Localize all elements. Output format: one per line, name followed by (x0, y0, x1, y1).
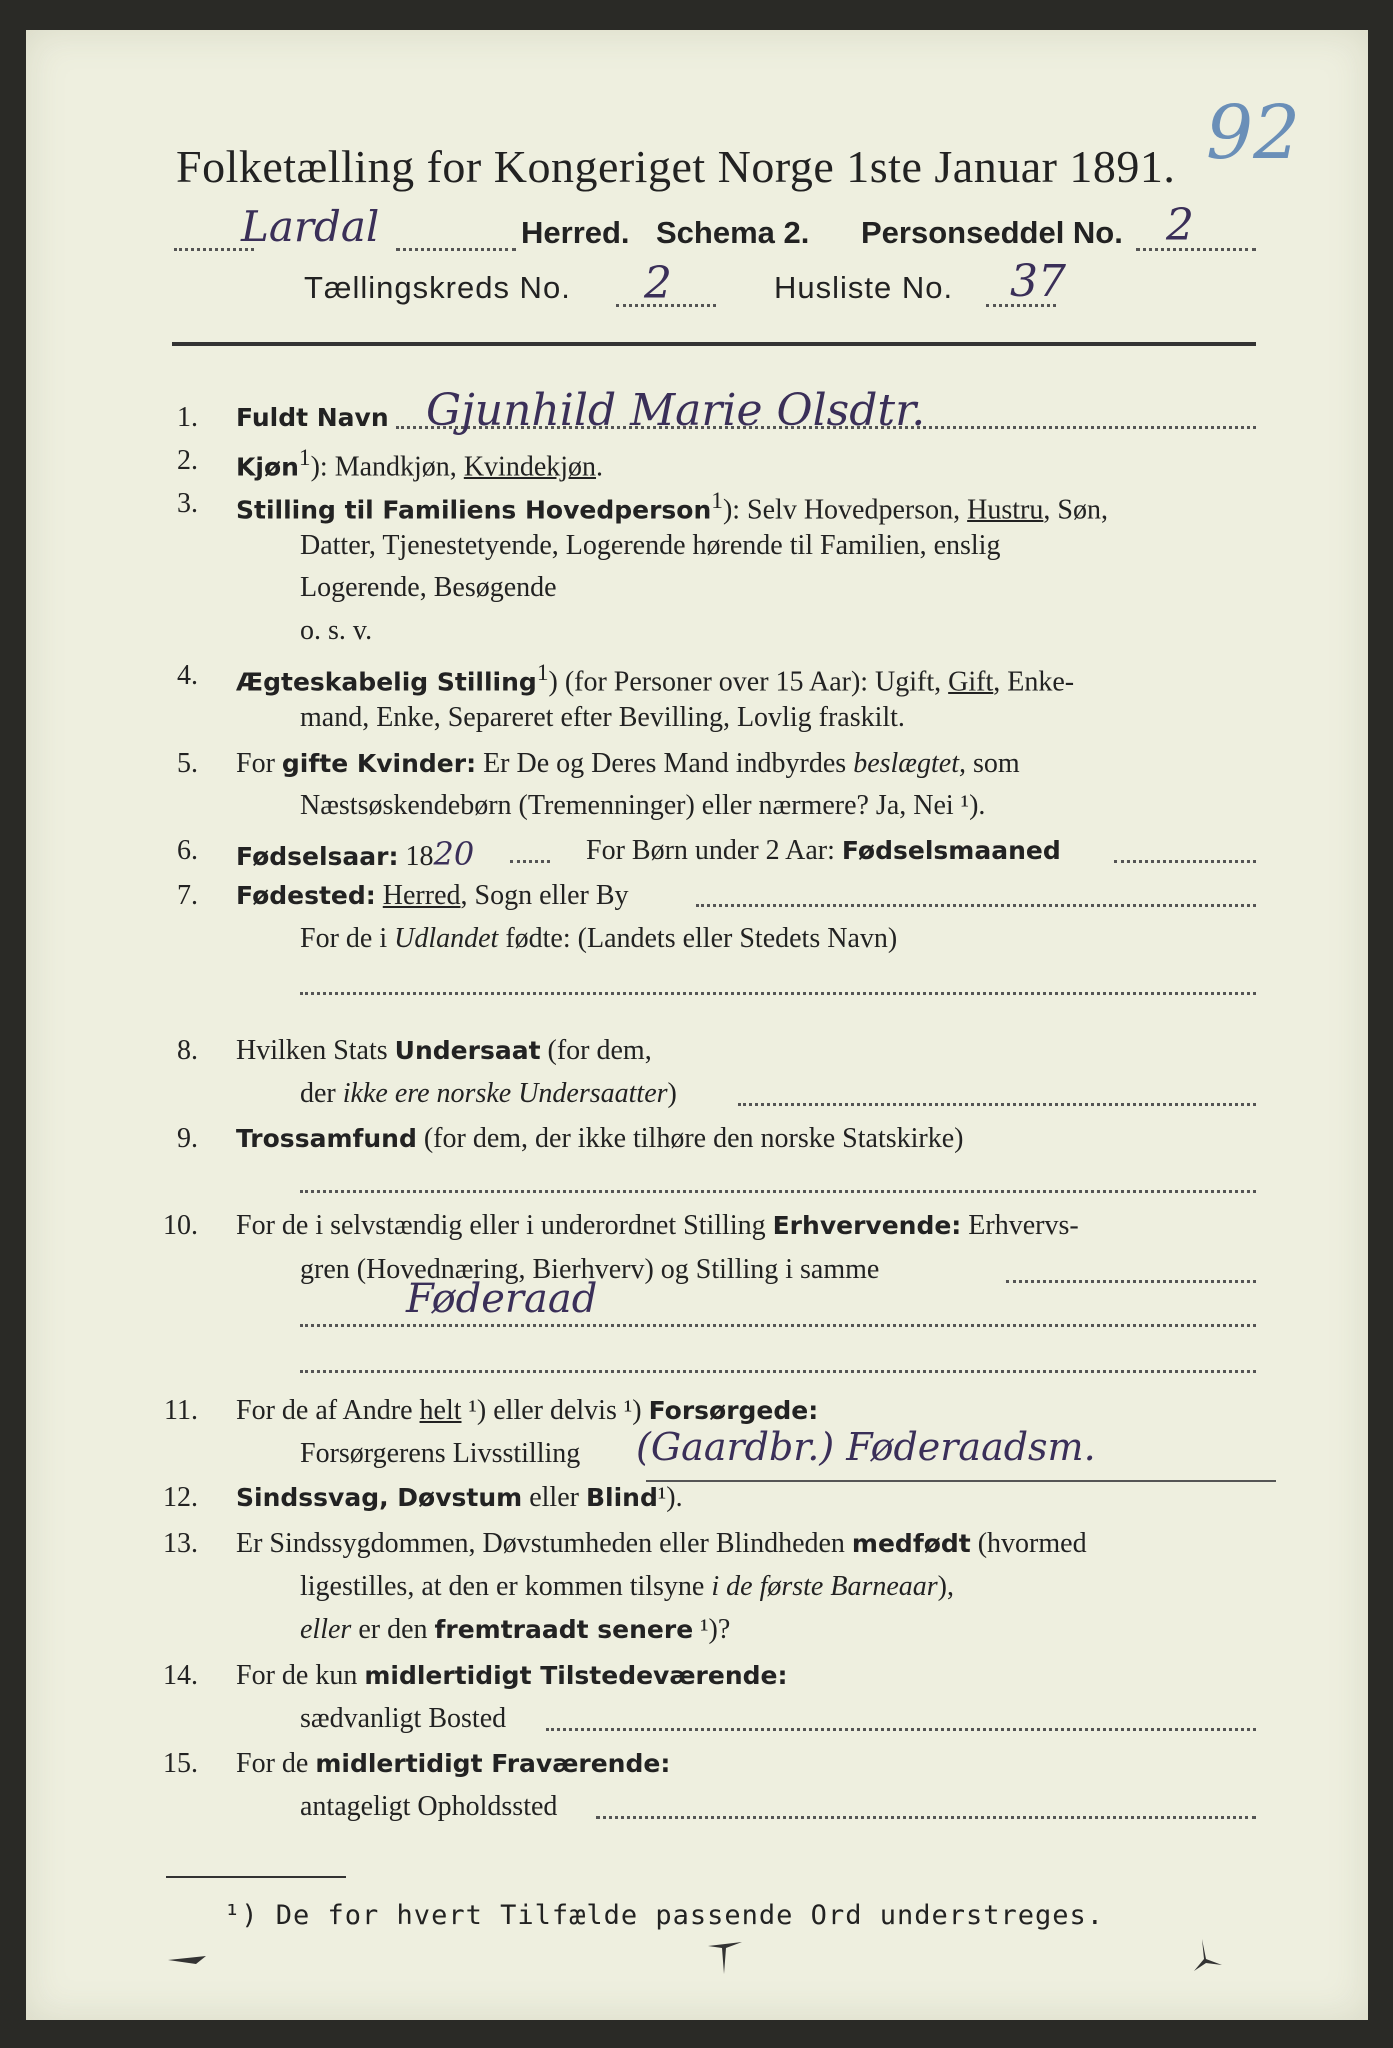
item-14-line2: sædvanligt Bosted (300, 1703, 507, 1734)
kreds-label: Tællingskreds No. (304, 270, 571, 305)
footnote: ¹) De for hvert Tilfælde passende Ord understreges. (224, 1900, 1105, 1931)
archive-number: 92 (1206, 90, 1301, 176)
item-number: 11. (164, 1395, 198, 1426)
item-3-line3: Logerende, Besøgende (300, 572, 557, 603)
item-number: 6. (177, 835, 198, 866)
footnote-rule (166, 1876, 346, 1878)
item-13-line3: eller er den fremtraadt senere ¹)? (300, 1614, 731, 1645)
item-number: 13. (163, 1528, 198, 1559)
item-number: 9. (177, 1123, 198, 1154)
item-13-line: Er Sindssygdommen, Døvstumheden eller Blindheden medfødt (hvormed (236, 1528, 1087, 1559)
item-4-line2: mand, Enke, Separeret efter Bevilling, Lovlig fraskilt. (300, 702, 905, 733)
item-number: 4. (177, 660, 198, 691)
item-8-line2: der ikke ere norske Undersaatter) (300, 1078, 677, 1109)
item-10-line: For de i selvstændig eller i underordnet Stilling Erhvervende: Erhvervs- (236, 1210, 1079, 1241)
census-form-sheet (26, 30, 1368, 2020)
item-12-line: Sindssvag, Døvstum eller Blind¹). (236, 1482, 683, 1513)
item-1-label: Fuldt Navn (236, 403, 389, 432)
full-name-value: Gjunhild Marie Olsdtr. (426, 385, 926, 436)
kreds-value: 2 (644, 258, 672, 309)
herred-value: Lardal (241, 202, 380, 251)
item-11-line: For de af Andre helt ¹) eller delvis ¹) Forsørgede: (236, 1395, 819, 1426)
item-number: 12. (163, 1482, 198, 1513)
item-9-line: Trossamfund (for dem, der ikke tilhøre den norske Statskirke) (236, 1123, 964, 1154)
item-number: 5. (177, 748, 198, 779)
item-11-line2: Forsørgerens Livsstilling (300, 1438, 581, 1469)
item-number: 2. (177, 445, 198, 476)
item-10-line2: gren (Hovednæring, Bierhverv) og Stilling i samme (300, 1254, 880, 1285)
item-number: 15. (163, 1748, 198, 1779)
personseddel-label: Personseddel No. (861, 215, 1123, 250)
item-5-line: For gifte Kvinder: Er De og Deres Mand indbyrdes beslægtet, som (236, 748, 1020, 779)
item-4-line: Ægteskabelig Stilling$^1$) (for Personer over 15 Aar): Ugift, Gift, Enke- (236, 660, 1075, 698)
item-number: 10. (163, 1210, 198, 1241)
item-3-line2: Datter, Tjenestetyende, Logerende hørende til Familien, enslig (300, 530, 1001, 561)
item-5-line2: Næstsøskendebørn (Tremenninger) eller nærmere? Ja, Nei ¹). (300, 790, 986, 821)
item-number: 14. (163, 1660, 198, 1691)
item-number: 8. (177, 1035, 198, 1066)
item-number: 3. (177, 488, 198, 519)
item-2-line: Kjøn$^1$): Mandkjøn, Kvindekjøn. (236, 445, 604, 483)
item-13-line2: ligestilles, at den er kommen tilsyne i de første Barneaar), (300, 1571, 954, 1602)
provider-occupation-value: (Gaardbr.) Føderaadsm. (636, 1425, 1096, 1469)
item-3-line: Stilling til Familiens Hovedperson$^1$): Selv Hovedperson, Hustru, Søn, (236, 488, 1108, 526)
crop-mark-icon (706, 1940, 746, 1980)
herred-label: Herred. (521, 215, 630, 250)
personseddel-value: 2 (1166, 200, 1194, 251)
header-rule (172, 342, 1256, 346)
schema-label: Schema 2. (656, 215, 810, 250)
item-15-line2: antageligt Opholdssted (300, 1791, 558, 1822)
item-8-line: Hvilken Stats Undersaat (for dem, (236, 1035, 652, 1066)
item-15-line: For de midlertidigt Fraværende: (236, 1748, 671, 1779)
item-7-line2: For de i Udlandet fødte: (Landets eller Stedets Navn) (300, 923, 898, 954)
occupation-value: Føderaad (406, 1276, 598, 1322)
form-title: Folketælling for Kongeriget Norge 1ste Januar 1891. (176, 141, 1176, 192)
husliste-label: Husliste No. (774, 270, 954, 305)
husliste-value: 37 (1010, 256, 1066, 307)
crop-mark-icon (1186, 1935, 1226, 1975)
item-7-line: Fødested: Herred, Sogn eller By (236, 880, 629, 911)
underline (646, 1480, 1276, 1482)
item-number: 7. (177, 880, 198, 911)
item-3-line4: o. s. v. (300, 615, 373, 646)
item-14-line: For de kun midlertidigt Tilstedeværende: (236, 1660, 788, 1691)
item-number: 1. (177, 402, 198, 433)
item-6-line-b: For Børn under 2 Aar: Fødselsmaaned (586, 835, 1061, 866)
item-6-line: Fødselsaar: 1820 (236, 835, 475, 873)
crop-mark-icon (166, 1950, 226, 1970)
